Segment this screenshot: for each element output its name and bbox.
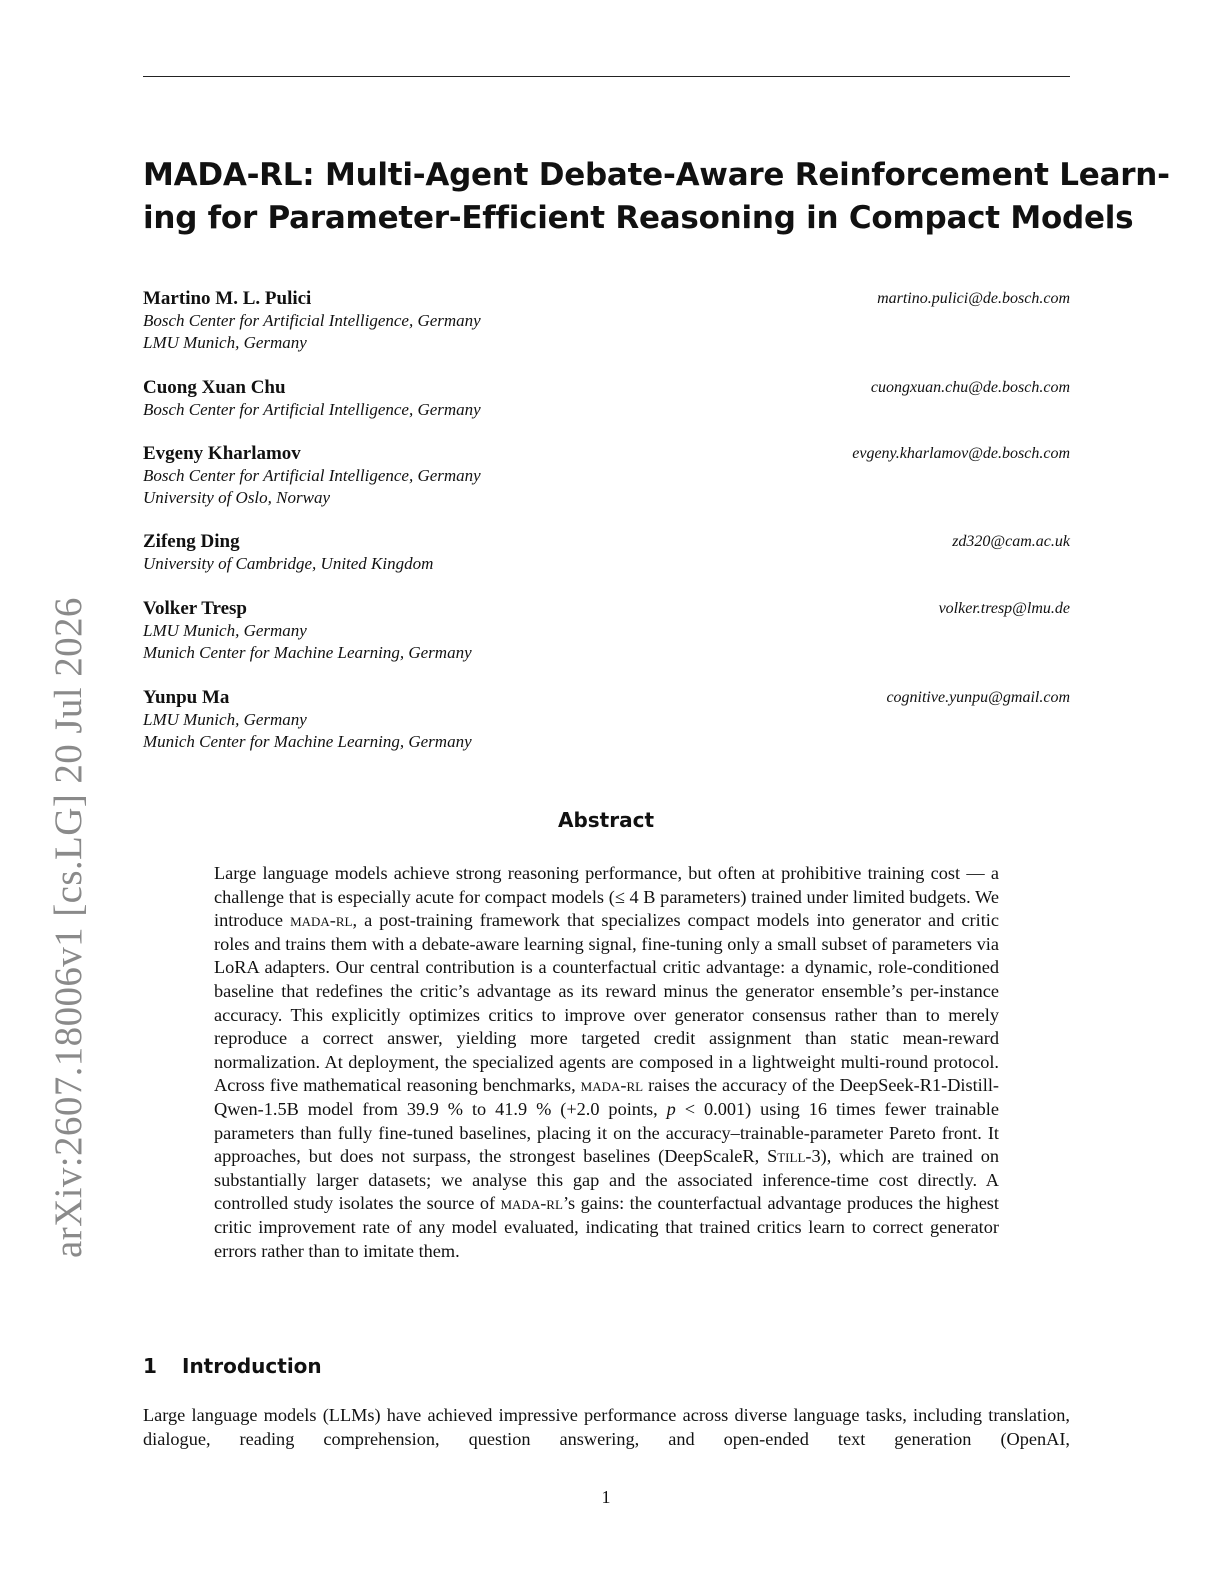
- author-name: Evgeny Kharlamov: [143, 443, 301, 464]
- author-affiliation: LMU Munich, Germany: [143, 333, 307, 352]
- author-block: [143, 598, 1070, 664]
- method-name: mada-rl: [580, 1075, 644, 1096]
- section-title: Introduction: [182, 1354, 322, 1378]
- author-block: [143, 531, 1070, 575]
- author-email: cuongxuan.chu@de.bosch.com: [870, 379, 1070, 396]
- author-affiliation: LMU Munich, Germany: [143, 710, 307, 729]
- abstract-text-segment: Large language models achieve strong reasoning performance, but often at prohibitive training cost — a challenge that is especially acute for compact models (≤ 4 B parameters) trained under limited budgets. We introduce: [214, 863, 999, 931]
- section-number: 1: [143, 1354, 157, 1378]
- author-affiliation: Bosch Center for Artificial Intelligence, Germany: [143, 400, 481, 419]
- abstract-text-segment: , a post-training framework that specializes compact models into generator and critic roles and trains them with a debate-aware learning signal, fine-tuning only a small subset of parameters via LoRA adapters. Our central contribution is a counterfactual critic advantage: a dynamic, role-conditioned baseline that redefines the critic’s advantage as its reward minus the generator ensemble’s per-instance accuracy. This explicitly optimizes critics to improve over generator consensus rather than to merely reproduce a correct answer, yielding more targeted credit assignment than static mean-reward normalization. At deployment, the specialized agents are composed in a lightweight multi-round protocol. Across five mathematical reasoning benchmarks,: [214, 910, 999, 1096]
- author-affiliation: LMU Munich, Germany: [143, 621, 307, 640]
- author-name: Martino M. L. Pulici: [143, 288, 312, 309]
- abstract-heading: Abstract: [557, 808, 655, 832]
- author-affiliation: University of Oslo, Norway: [143, 488, 330, 507]
- author-affiliation: Munich Center for Machine Learning, Germany: [143, 732, 472, 751]
- paper-title: [143, 154, 1170, 240]
- author-name: Volker Tresp: [143, 598, 247, 619]
- section-heading: [143, 1353, 322, 1379]
- author-name: Zifeng Ding: [143, 531, 240, 552]
- author-block: [143, 443, 1070, 509]
- author-name: Yunpu Ma: [143, 687, 230, 708]
- method-name: mada-rl: [290, 910, 353, 931]
- author-email: martino.pulici@de.bosch.com: [877, 290, 1070, 307]
- author-block: [143, 687, 1070, 753]
- author-email: volker.tresp@lmu.de: [938, 600, 1070, 617]
- author-email: zd320@cam.ac.uk: [952, 533, 1070, 550]
- author-name: Cuong Xuan Chu: [143, 377, 286, 398]
- author-affiliation: Munich Center for Machine Learning, Germany: [143, 643, 472, 662]
- introduction-paragraph: Large language models (LLMs) have achieved impressive performance across diverse language tasks, including translation, dialogue, reading comprehension, question answering, and open-ended text generation (OpenAI,: [143, 1405, 1070, 1449]
- abstract-text-segment: < 0.001) using 16 times fewer trainable parameters than fully fine-tuned baselines, placing it on the accuracy–trainable-parameter Pareto front. It approaches, but does not surpass, the strongest baselines (DeepScaleR,: [214, 1098, 999, 1167]
- baseline-name: Still: [767, 1146, 806, 1167]
- abstract-text-segment: raises the accuracy of the DeepSeek-R1-Distill-Qwen-1.5B model from 39.9 % to 41.9 % (+2.0 points,: [214, 1075, 999, 1119]
- author-affiliation: Bosch Center for Artificial Intelligence, Germany: [143, 466, 481, 485]
- author-email: cognitive.yunpu@gmail.com: [886, 689, 1070, 706]
- page-number: 1: [601, 1487, 611, 1507]
- abstract-text-segment: ’s gains: the counterfactual advantage produces the highest critic improvement rate of any model evaluated, indicating that trained critics learn to correct generator errors rather than to imitate them.: [214, 1193, 1000, 1261]
- author-email: evgeny.kharlamov@de.bosch.com: [852, 445, 1070, 462]
- arxiv-identifier-stamp: arXiv:2607.18006v1 [cs.LG] 20 Jul 2026: [47, 597, 90, 1258]
- abstract-body: [214, 862, 999, 1263]
- top-rule: [143, 76, 1070, 77]
- title-line-2: ing for Parameter-Efficient Reasoning in Compact Models: [143, 200, 1134, 236]
- math-symbol-p: p: [666, 1098, 676, 1119]
- author-affiliation: University of Cambridge, United Kingdom: [143, 554, 434, 573]
- title-line-1: MADA-RL: Multi-Agent Debate-Aware Reinforcement Learn-: [143, 157, 1170, 193]
- author-block: [143, 288, 1070, 354]
- method-name: mada-rl: [500, 1193, 563, 1214]
- abstract-text-segment: -3), which are trained on substantially larger datasets; we analyse this gap and the associated inference-time cost directly. A controlled study isolates the source of: [214, 1146, 1000, 1214]
- author-affiliation: Bosch Center for Artificial Intelligence, Germany: [143, 311, 481, 330]
- author-block: [143, 377, 1070, 421]
